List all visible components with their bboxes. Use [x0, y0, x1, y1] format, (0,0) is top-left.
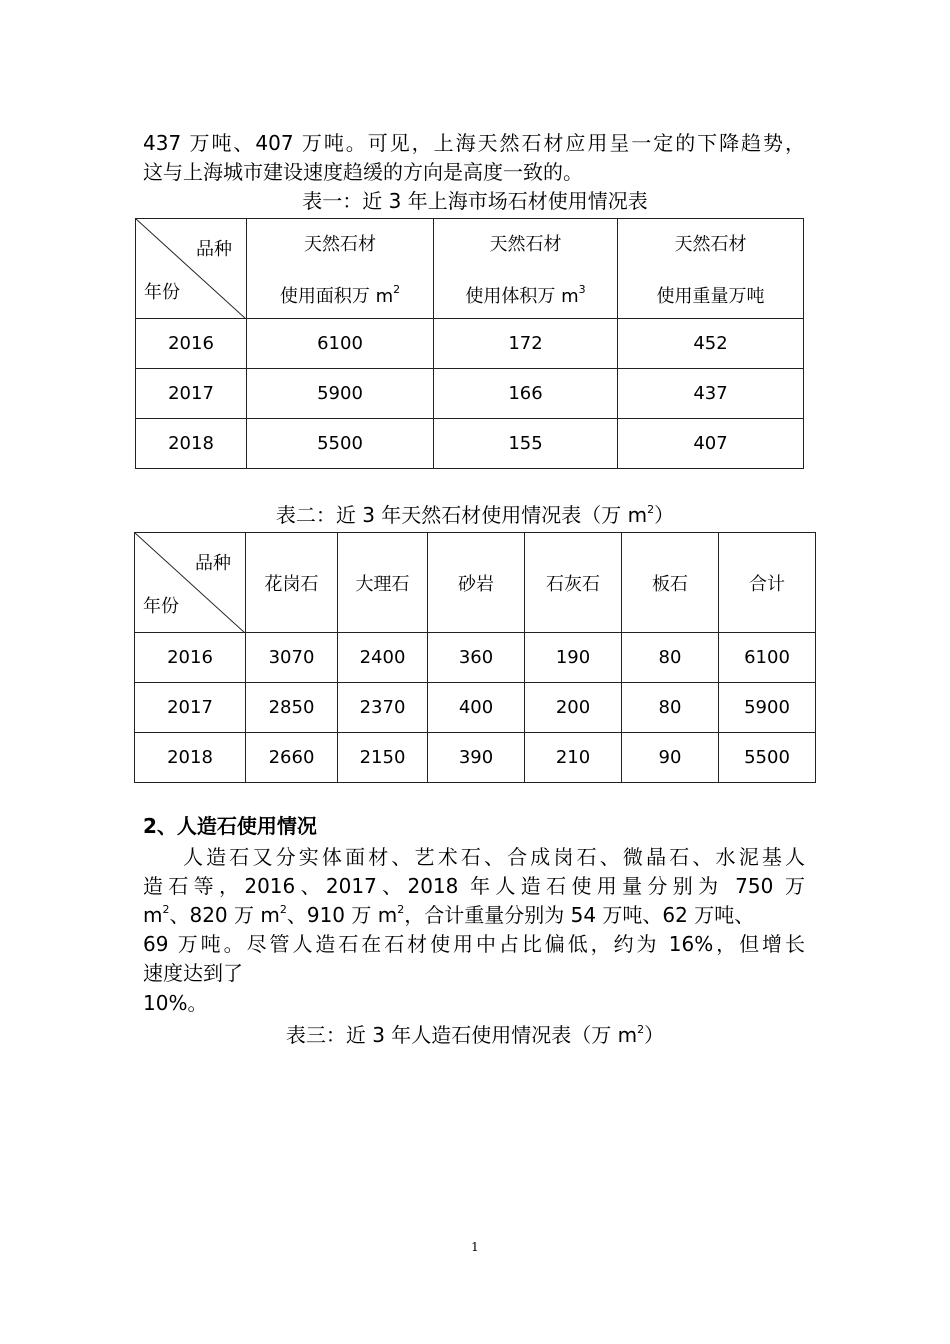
cell: 2850: [246, 683, 338, 733]
cell: 200: [525, 683, 622, 733]
cell: 80: [622, 683, 719, 733]
cell: 2018: [136, 419, 247, 469]
cell: 2400: [338, 633, 428, 683]
header-l1: 天然石材: [674, 233, 747, 255]
header-cell: 大理石: [338, 533, 428, 633]
paragraph-line: 速度达到了: [143, 961, 243, 985]
cell: 166: [434, 369, 618, 419]
paragraph-line: 造石等，2016、2017、2018 年人造石使用量分别为 750 万: [143, 874, 805, 898]
corner-top: 品种: [196, 239, 232, 260]
paragraph-line: $m^2$、820 万 $m^2$、910 万 $m^2$，合计重量分别为 54 万吨、62 万吨、: [143, 903, 755, 927]
paragraph-line: 这与上海城市建设速度趋缓的方向是高度一致的。: [143, 160, 583, 184]
cell: 172: [434, 319, 618, 369]
header-l2: 使用重量万吨: [656, 285, 765, 307]
header-l2: 使用体积万 $m^3$: [465, 282, 586, 307]
cell: 437: [618, 369, 804, 419]
cell: 6100: [247, 319, 434, 369]
table2-title: 表二：近 3 年天然石材使用情况表（万 $m^2$）: [275, 503, 675, 527]
cell: 90: [622, 733, 719, 783]
header-cell: [618, 219, 804, 319]
cell: 2150: [338, 733, 428, 783]
table-row: [136, 319, 804, 369]
cell: 2018: [135, 733, 246, 783]
cell: 5900: [719, 683, 816, 733]
table3-title: 表三：近 3 年人造石使用情况表（万 $m^2$）: [285, 1023, 665, 1047]
diagonal-line: [136, 219, 246, 319]
cell: 390: [428, 733, 525, 783]
header-cell: 石灰石: [525, 533, 622, 633]
cell: 155: [434, 419, 618, 469]
cell: 2370: [338, 683, 428, 733]
table1: [135, 218, 804, 469]
header-l2: 使用面积万 $m^2$: [279, 282, 401, 307]
cell: 80: [622, 633, 719, 683]
header-l1: 天然石材: [489, 233, 562, 255]
header-cell: [434, 219, 618, 319]
cell: 407: [618, 419, 804, 469]
cell: 2016: [136, 319, 247, 369]
cell: 5500: [719, 733, 816, 783]
paragraph-line: 10%。: [143, 991, 208, 1015]
header-cell: 砂岩: [428, 533, 525, 633]
cell: 3070: [246, 633, 338, 683]
corner-top: 品种: [195, 553, 231, 574]
cell: 2017: [135, 683, 246, 733]
paragraph-line: 437 万吨、407 万吨。可见，上海天然石材应用呈一定的下降趋势，: [143, 131, 805, 155]
cell: 6100: [719, 633, 816, 683]
corner-cell: [136, 219, 247, 319]
header-cell: 花岗石: [246, 533, 338, 633]
corner-bottom: 年份: [144, 282, 180, 303]
cell: 5500: [247, 419, 434, 469]
diagonal-line: [135, 533, 245, 633]
section-heading: 2、人造石使用情况: [143, 814, 317, 838]
header-l1: 天然石材: [304, 233, 376, 255]
table-row: [136, 369, 804, 419]
cell: 210: [525, 733, 622, 783]
header-cell: 合计: [719, 533, 816, 633]
table-row: [135, 683, 816, 733]
table-row: [135, 733, 816, 783]
cell: 452: [618, 319, 804, 369]
cell: 2016: [135, 633, 246, 683]
cell: 5900: [247, 369, 434, 419]
table2: [134, 532, 816, 783]
cell: 2660: [246, 733, 338, 783]
table-row: [136, 419, 804, 469]
cell: 2017: [136, 369, 247, 419]
header-cell: [247, 219, 434, 319]
table-row: [135, 633, 816, 683]
table1-title: 表一：近 3 年上海市场石材使用情况表: [302, 189, 648, 213]
paragraph-line: 人造石又分实体面材、艺术石、合成岗石、微晶石、水泥基人: [183, 845, 805, 869]
header-cell: 板石: [622, 533, 719, 633]
cell: 400: [428, 683, 525, 733]
corner-cell: [135, 533, 246, 633]
corner-bottom: 年份: [143, 596, 179, 617]
paragraph-line: 69 万吨。尽管人造石在石材使用中占比偏低，约为 16%，但增长: [143, 932, 805, 956]
page-number: 1: [471, 1240, 479, 1254]
cell: 190: [525, 633, 622, 683]
cell: 360: [428, 633, 525, 683]
